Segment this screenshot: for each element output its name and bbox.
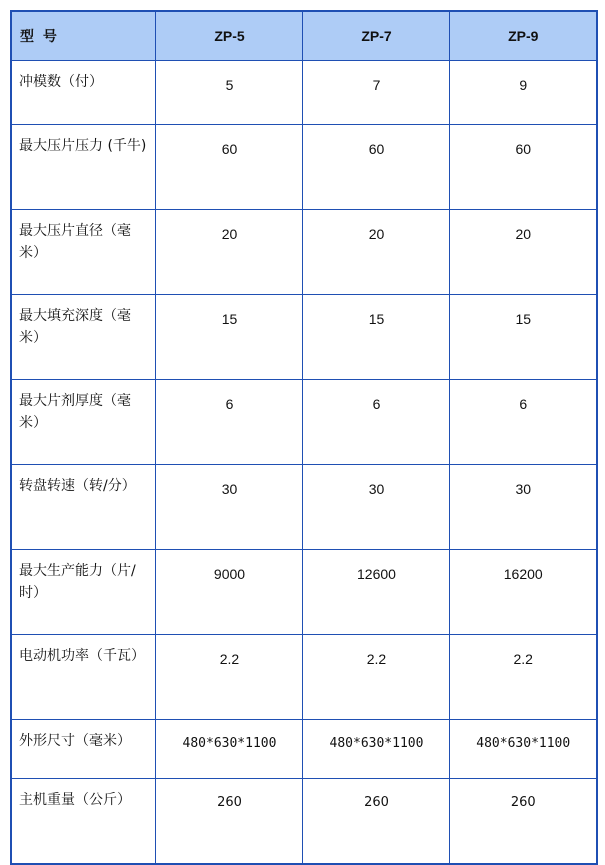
table-row <box>11 720 597 779</box>
cell-value: 260 <box>303 779 450 865</box>
cell-value: 20 <box>450 210 597 295</box>
cell-value: 6 <box>156 380 303 465</box>
table-row <box>11 295 597 380</box>
cell-value: 480*630*1100 <box>303 720 450 779</box>
table-row <box>11 61 597 125</box>
row-label: 电动机功率（千瓦） <box>11 635 156 720</box>
cell-value: 30 <box>303 465 450 550</box>
cell-value: 15 <box>450 295 597 380</box>
table-row <box>11 550 597 635</box>
cell-value: 15 <box>303 295 450 380</box>
cell-value: 15 <box>156 295 303 380</box>
cell-value: 6 <box>303 380 450 465</box>
row-label: 最大生产能力（片/时） <box>11 550 156 635</box>
cell-value: 9000 <box>156 550 303 635</box>
cell-value: 7 <box>303 61 450 125</box>
row-label: 冲模数（付） <box>11 61 156 125</box>
row-label: 外形尺寸（毫米） <box>11 720 156 779</box>
header-model: ZP-9 <box>450 11 597 61</box>
cell-value: 6 <box>450 380 597 465</box>
cell-value: 60 <box>303 125 450 210</box>
header-model: ZP-5 <box>156 11 303 61</box>
cell-value: 9 <box>450 61 597 125</box>
table-row <box>11 125 597 210</box>
cell-value: 20 <box>156 210 303 295</box>
cell-value: 20 <box>303 210 450 295</box>
row-label: 主机重量（公斤） <box>11 779 156 865</box>
spec-table <box>10 10 598 865</box>
header-label: 型 号 <box>11 11 156 61</box>
cell-value: 260 <box>450 779 597 865</box>
row-label: 转盘转速（转/分） <box>11 465 156 550</box>
cell-value: 30 <box>450 465 597 550</box>
table-row <box>11 465 597 550</box>
header-row <box>11 11 597 61</box>
row-label: 最大压片直径（毫米） <box>11 210 156 295</box>
cell-value: 30 <box>156 465 303 550</box>
cell-value: 2.2 <box>450 635 597 720</box>
table-row <box>11 779 597 865</box>
header-model: ZP-7 <box>303 11 450 61</box>
row-label: 最大片剂厚度（毫米） <box>11 380 156 465</box>
cell-value: 260 <box>156 779 303 865</box>
row-label: 最大填充深度（毫米） <box>11 295 156 380</box>
table-row <box>11 380 597 465</box>
cell-value: 16200 <box>450 550 597 635</box>
cell-value: 2.2 <box>156 635 303 720</box>
cell-value: 480*630*1100 <box>156 720 303 779</box>
table-row <box>11 635 597 720</box>
cell-value: 2.2 <box>303 635 450 720</box>
cell-value: 60 <box>156 125 303 210</box>
cell-value: 60 <box>450 125 597 210</box>
cell-value: 12600 <box>303 550 450 635</box>
cell-value: 5 <box>156 61 303 125</box>
row-label: 最大压片压力 (千牛) <box>11 125 156 210</box>
table-row <box>11 210 597 295</box>
cell-value: 480*630*1100 <box>450 720 597 779</box>
